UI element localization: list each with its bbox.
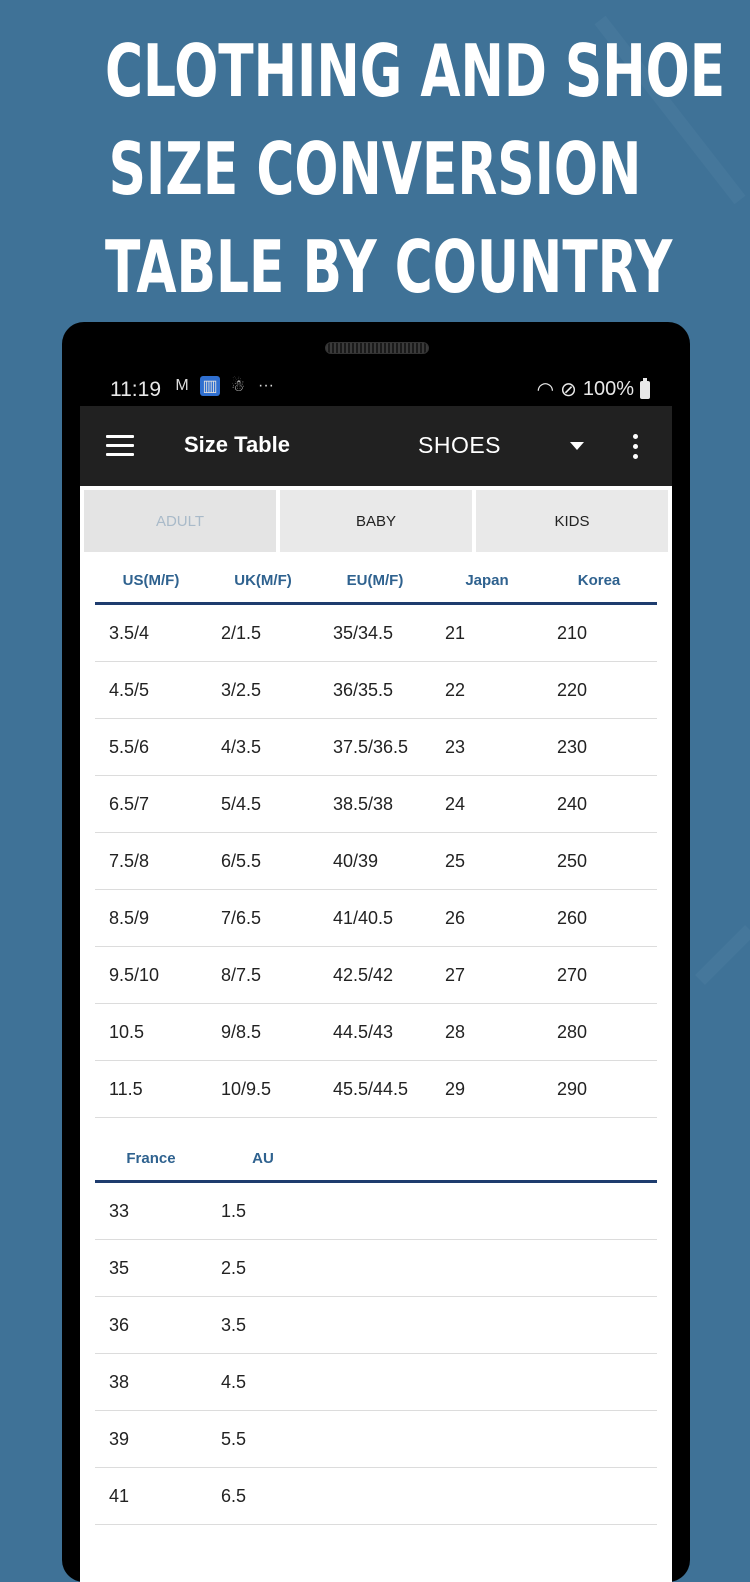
tab-adult[interactable]: ADULT: [84, 490, 276, 552]
dropdown-arrow-icon[interactable]: [570, 442, 584, 450]
table-cell: 7/6.5: [221, 907, 262, 928]
table-cell: 36/35.5: [333, 679, 394, 700]
do-not-disturb-icon: ⊘: [560, 379, 577, 401]
table-cell: 250: [557, 850, 588, 871]
table-row: [95, 890, 657, 947]
column-header-japan: Japan: [465, 571, 509, 589]
table-cell: 5.5: [221, 1428, 247, 1449]
more-notifications-icon: ···: [258, 377, 274, 394]
table-cell: 290: [557, 1078, 588, 1099]
table-cell: 39: [109, 1428, 130, 1449]
table-row: [95, 1468, 657, 1525]
table-cell: 28: [445, 1021, 466, 1042]
promo-headline: [105, 22, 726, 316]
table-cell: 4.5/5: [109, 679, 150, 700]
table-cell: 6.5/7: [109, 793, 150, 814]
table-cell: 9.5/10: [109, 964, 160, 985]
table-cell: 9/8.5: [221, 1021, 262, 1042]
table-cell: 230: [557, 736, 588, 757]
table-cell: 240: [557, 793, 588, 814]
table-cell: 3.5/4: [109, 622, 150, 643]
table-cell: 38.5/38: [333, 793, 394, 814]
table-cell: 36: [109, 1314, 130, 1335]
phone-frame: [62, 322, 690, 1582]
table-cell: 8/7.5: [221, 964, 262, 985]
battery-percent: 100%: [582, 378, 634, 400]
table-cell: 270: [557, 964, 588, 985]
table-row: [95, 947, 657, 1004]
category-select[interactable]: SHOES: [418, 432, 502, 458]
status-icons-left: [172, 376, 276, 396]
table-cell: 21: [445, 622, 466, 643]
table-cell: 7.5/8: [109, 850, 150, 871]
table-cell: 210: [557, 622, 588, 643]
table-cell: 6/5.5: [221, 850, 262, 871]
table-cell: 22: [445, 679, 466, 700]
table-header: [95, 558, 657, 605]
table-cell: 35: [109, 1257, 130, 1278]
overflow-menu-icon[interactable]: [633, 434, 639, 464]
table-cell: 2.5: [221, 1257, 247, 1278]
table-row: [95, 1240, 657, 1297]
battery-icon: [640, 381, 650, 399]
age-group-tabs: [84, 490, 668, 552]
table-cell: 23: [445, 736, 466, 757]
table-cell: 35/34.5: [333, 622, 394, 643]
table-cell: 4.5: [221, 1371, 247, 1392]
status-time: 11:19: [110, 378, 161, 401]
table-cell: 44.5/43: [333, 1021, 394, 1042]
table-cell: 42.5/42: [333, 964, 394, 985]
table-cell: 25: [445, 850, 466, 871]
table-cell: 38: [109, 1371, 130, 1392]
app-toolbar: [80, 406, 672, 486]
table-cell: 24: [445, 793, 466, 814]
table-row: [95, 1061, 657, 1118]
table-cell: 40/39: [333, 850, 379, 871]
gmail-icon: M: [175, 377, 189, 394]
table-header: [95, 1136, 657, 1183]
table-cell: 280: [557, 1021, 588, 1042]
size-table-secondary: [95, 1136, 657, 1525]
tab-kids[interactable]: KIDS: [476, 490, 668, 552]
table-cell: 10/9.5: [221, 1078, 272, 1099]
table-cell: 4/3.5: [221, 736, 262, 757]
table-cell: 6.5: [221, 1485, 247, 1506]
table-cell: 10.5: [109, 1021, 145, 1042]
table-cell: 8.5/9: [109, 907, 150, 928]
column-header-eu: EU(M/F): [346, 571, 404, 589]
table-row: [95, 833, 657, 890]
table-cell: 41/40.5: [333, 907, 394, 928]
column-header-us: US(M/F): [122, 571, 180, 589]
chart-app-icon: ▥: [200, 376, 220, 396]
status-icons-right: [537, 377, 650, 402]
table-cell: 3.5: [221, 1314, 247, 1335]
table-row: [95, 1183, 657, 1240]
table-cell: 220: [557, 679, 588, 700]
table-cell: 45.5/44.5: [333, 1078, 409, 1099]
table-row: [95, 1354, 657, 1411]
column-header-au: AU: [252, 1149, 274, 1167]
headline-line-1: CLOTHING AND SHOE: [105, 29, 726, 113]
table-cell: 5.5/6: [109, 736, 150, 757]
wifi-icon: ◠: [536, 379, 555, 401]
table-cell: 5/4.5: [221, 793, 262, 814]
tab-baby[interactable]: BABY: [280, 490, 472, 552]
notification-icon: ☃: [230, 378, 246, 395]
table-row: [95, 662, 657, 719]
hamburger-menu-icon[interactable]: [106, 435, 134, 457]
table-row: [95, 605, 657, 662]
table-row: [95, 1297, 657, 1354]
table-cell: 11.5: [109, 1078, 143, 1099]
column-header-korea: Korea: [577, 571, 621, 589]
headline-line-2: SIZE CONVERSION: [108, 127, 642, 211]
table-row: [95, 719, 657, 776]
headline-line-3: TABLE BY COUNTRY: [105, 225, 673, 309]
table-cell: 27: [445, 964, 466, 985]
table-cell: 37.5/36.5: [333, 736, 409, 757]
table-cell: 3/2.5: [221, 679, 262, 700]
table-cell: 33: [109, 1200, 130, 1221]
table-cell: 41: [109, 1485, 130, 1506]
table-cell: 1.5: [221, 1200, 247, 1221]
table-cell: 26: [445, 907, 466, 928]
table-cell: 2/1.5: [221, 622, 262, 643]
column-header-france: France: [126, 1149, 176, 1167]
phone-speaker: [325, 342, 429, 354]
column-header-uk: UK(M/F): [234, 571, 292, 589]
table-cell: 29: [445, 1078, 466, 1099]
status-bar: [80, 374, 672, 406]
size-table-main: [95, 558, 657, 1118]
app-screen: [80, 406, 672, 1582]
table-cell: 260: [557, 907, 588, 928]
table-row: [95, 1411, 657, 1468]
table-row: [95, 776, 657, 833]
table-row: [95, 1004, 657, 1061]
app-title: Size Table: [184, 432, 290, 457]
